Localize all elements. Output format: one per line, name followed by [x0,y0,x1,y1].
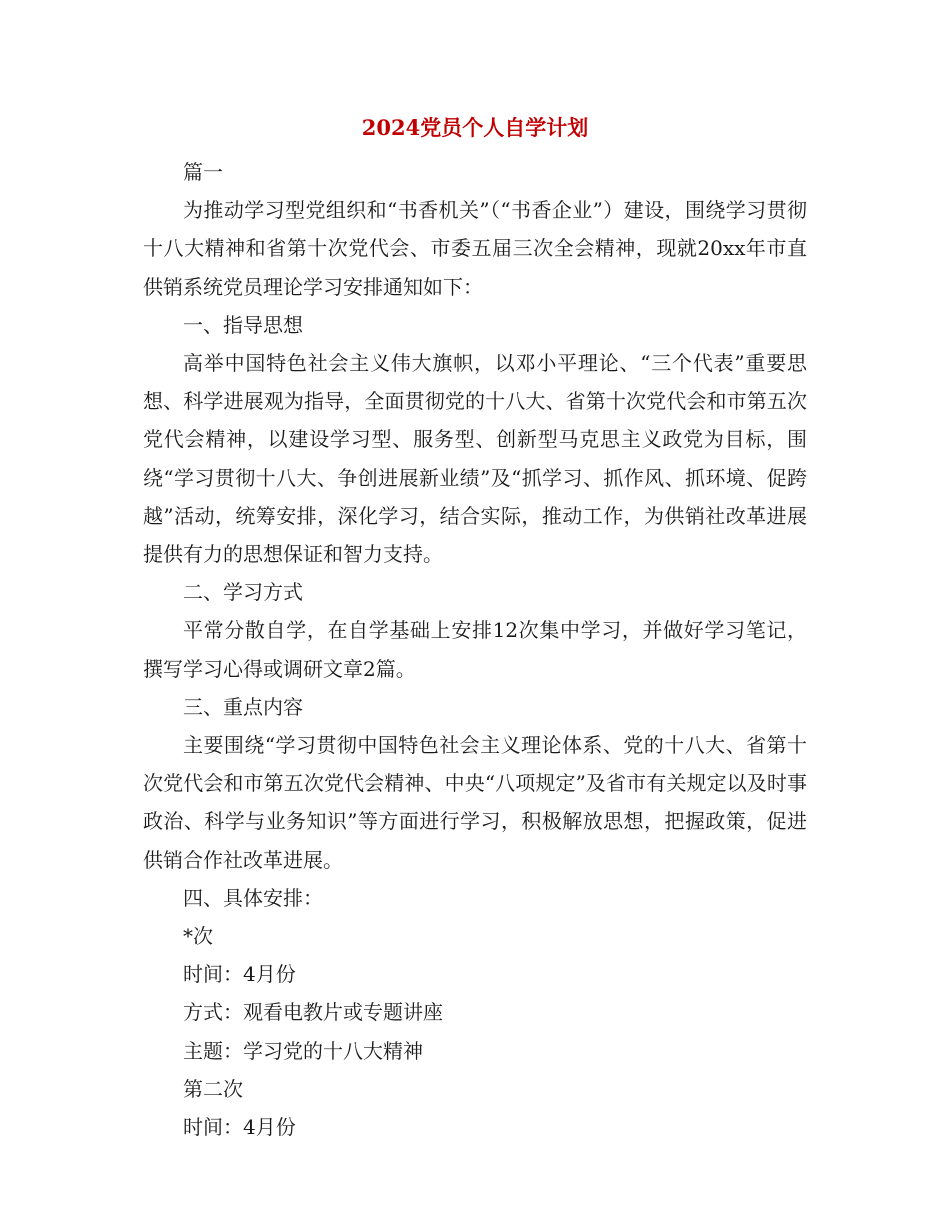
section-heading: 二、学习方式 [183,580,303,605]
list-item: 时间：4月份 [183,962,296,987]
list-item: 方式：观看电教片或专题讲座 [183,1000,443,1025]
list-item: 时间：4月份 [183,1115,296,1140]
document-body [143,153,807,1146]
list-item: 主题：学习党的十八大精神 [183,1038,423,1063]
list-item: *次 [183,924,213,949]
list-item: 第二次 [183,1076,243,1101]
section-heading: 一、指导思想 [183,312,303,337]
document-title: 2024党员个人自学计划 [361,115,589,140]
paragraph: 主要围绕“学习贯彻中国特色社会主义理论体系、党的十八大、省第十次党代会和市第五次党代会精神、中央“八项规定”及省市有关规定以及时事政治、科学与业务知识”等方面进行学习，积极解放思想，把握政策，促进供销合作社改革进展。 [143,733,807,872]
section-heading: 四、具体安排： [183,885,323,910]
section-heading: 三、重点内容 [183,694,303,719]
paragraph: 为推动学习型党组织和“书香机关”（“书香企业”）建设，围绕学习贯彻十八大精神和省第十次党代会、市委五届三次全会精神，现就20xx年市直供销系统党员理论学习安排通知如下： [143,198,807,299]
paragraph: 高举中国特色社会主义伟大旗帜，以邓小平理论、“三个代表”重要思想、科学进展观为指导，全面贯彻党的十八大、省第十次党代会和市第五次党代会精神，以建设学习型、服务型、创新型马克思主义政党为目标，围绕“学习贯彻十八大、争创进展新业绩”及“抓学习、抓作风、抓环境、促跨越”活动，统筹安排，深化学习，结合实际，推动工作，为供销社改革进展提供有力的思想保证和智力支持。 [143,351,807,567]
paragraph: 篇一 [183,160,223,184]
paragraph: 平常分散自学，在自学基础上安排12次集中学习，并做好学习笔记，撰写学习心得或调研文章2篇。 [143,618,807,681]
